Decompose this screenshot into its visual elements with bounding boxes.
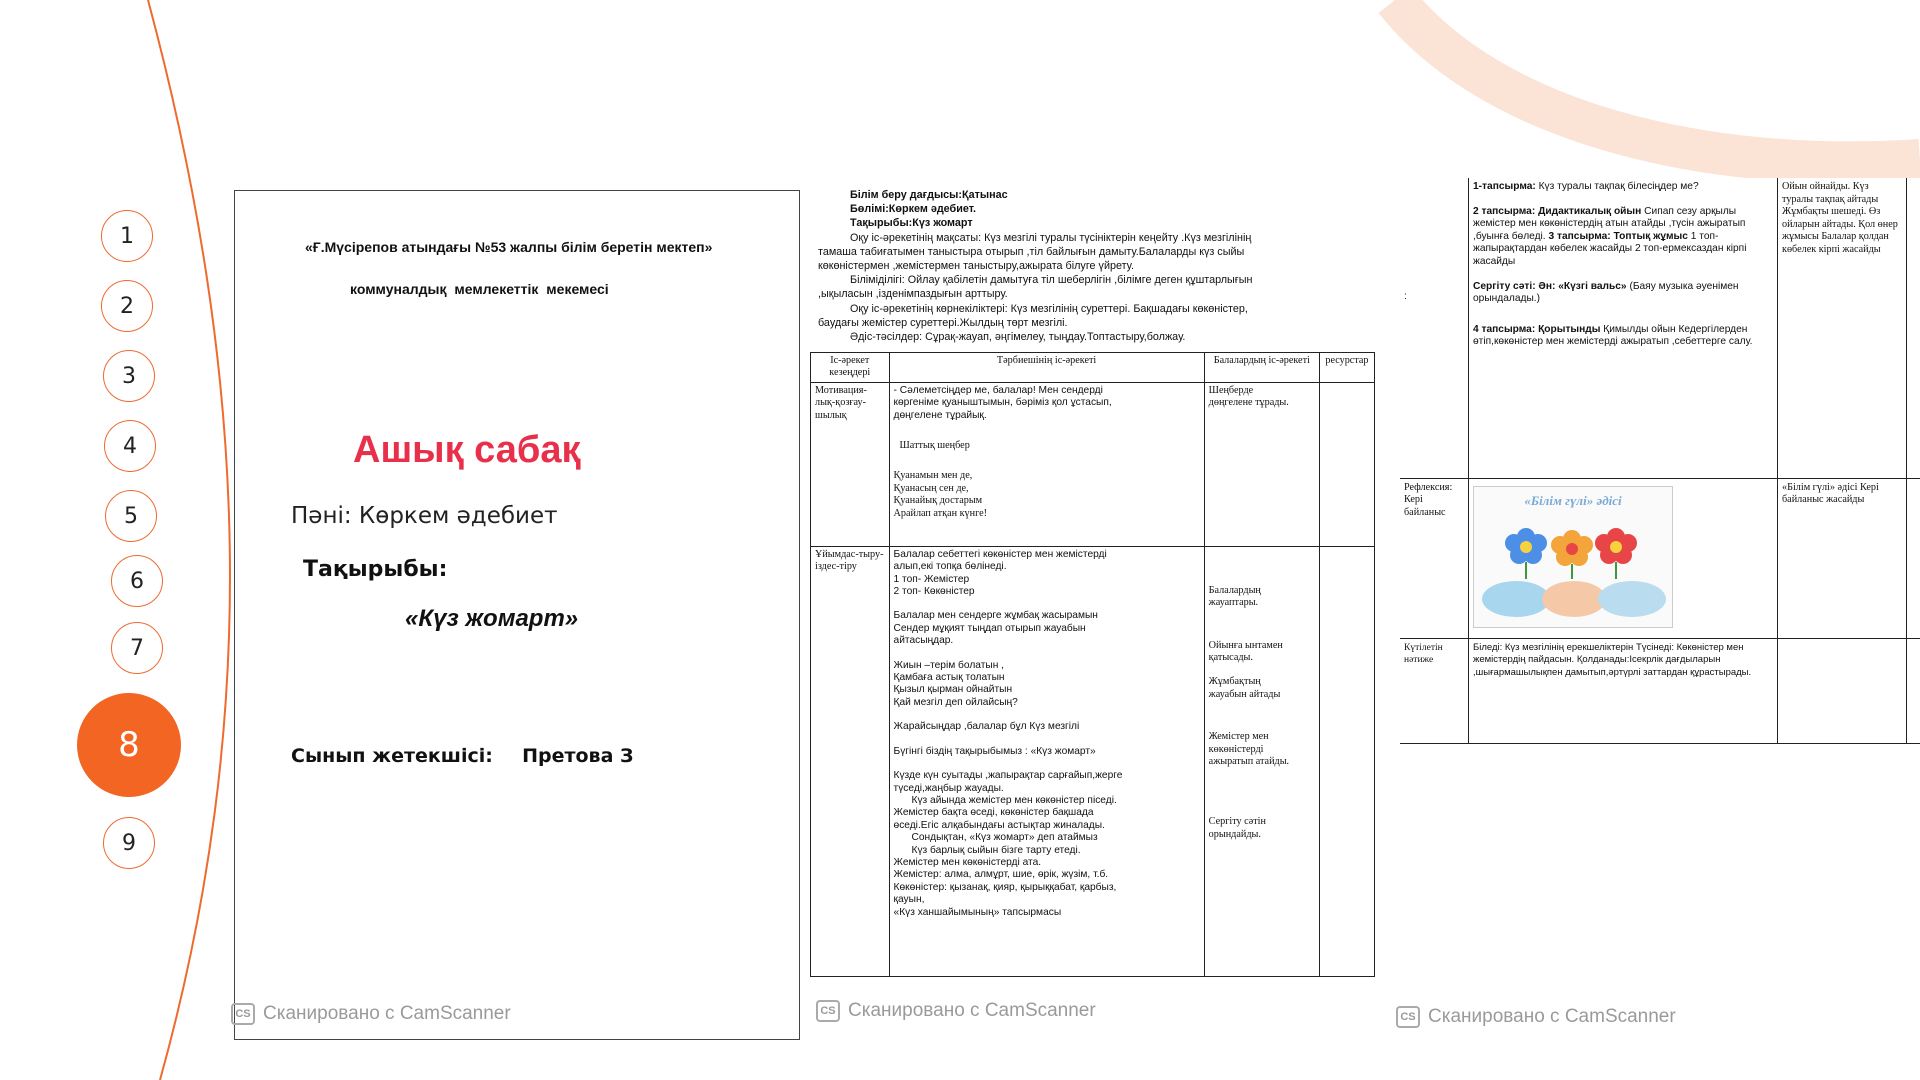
children-activity-cell: [1778, 478, 1907, 638]
lesson-plan-header: [818, 188, 1378, 344]
text-line: Кедергілерден өтіп,көкөністер мен жемістерді: [1473, 323, 1748, 348]
header-line: Білім беру дағдысы:Қатынас: [850, 189, 1008, 201]
text-line: Біледі: Күз мезгілінің ерекшеліктерін: [1473, 641, 1634, 653]
text-line: «Күз ханшайымының» тапсырмасы: [893, 906, 1062, 918]
text-line: «Білім гүлі» әдісі: [1782, 481, 1858, 493]
header-line: тамаша табиғатымен таныстыра отырып ,тіл байлығын дамыту.Балаларды күз сыйы: [818, 245, 1245, 258]
slide-nav-item-5[interactable]: 5: [105, 490, 157, 542]
text-line: Балалардың: [1208, 584, 1261, 596]
text-line: орындайды.: [1208, 828, 1261, 840]
text-line: 1 топ- Жемістер: [893, 573, 970, 585]
task-title: Сергіту сәті: Ән: «Күзгі вальс»: [1473, 280, 1627, 292]
text-line: Күз айында жемістер мен көкөністер піседі.: [911, 794, 1117, 806]
task-title: 1-тапсырма:: [1473, 181, 1536, 192]
flowers-illustration: [1474, 487, 1672, 627]
reflection-cell: [1469, 478, 1778, 638]
camscanner-watermark: [231, 1003, 511, 1025]
text-line: Сондықтан, «Күз жомарт» деп атаймыз: [911, 832, 1098, 844]
table-row: [1400, 638, 1920, 743]
circle-game-title: Шаттық шеңбер: [899, 440, 970, 452]
table-header-row: [811, 353, 1375, 383]
text-line: дөңгелене тұрайық.: [893, 409, 987, 421]
text-line: өседі.Егіс алқабындағы астықтар жиналады.: [893, 819, 1105, 831]
flower-icon: [1505, 528, 1547, 579]
camscanner-logo: CS: [816, 1000, 840, 1022]
header-line: ,ықыласын ,ізденімпаздығын арттыру.: [818, 288, 1008, 301]
table-row: [811, 382, 1375, 546]
slide-navigation: [0, 0, 260, 1080]
task-subtitle: Топтық жұмыс: [1613, 230, 1688, 242]
text-line: Жемістер бақта өседі, көкөністер бақшада: [893, 807, 1094, 819]
watermark-text: Сканировано с CamScanner: [848, 1000, 1096, 1021]
table-row: [1400, 478, 1920, 638]
teacher-activity-cell: [889, 382, 1204, 546]
stage-cell: :: [1400, 178, 1469, 478]
text-line: қауын,: [893, 894, 925, 906]
slide-nav-item-4[interactable]: 4: [104, 420, 156, 472]
children-activity-cell: [1204, 382, 1319, 546]
subject-line: Пәні: Көркем әдебиет: [291, 503, 558, 529]
tasks-cell: [1469, 178, 1778, 478]
children-activity-cell: [1778, 638, 1907, 743]
slide-nav-item-6[interactable]: 6: [111, 555, 163, 607]
poem-line: Қуанасың сен де,: [893, 482, 969, 494]
text-line: Кері байланыс: [1404, 494, 1446, 518]
text-line: Сергіту сәтін: [1208, 816, 1266, 828]
text-line: түседі,жаңбыр жауады.: [893, 782, 1004, 794]
topic-name: «Күз жомарт»: [405, 605, 579, 632]
header-line: Оқу іс-әрекетінің мақсаты: Күз мезгілі туралы түсініктерін кеңейту .Күз мезгілінің: [850, 231, 1252, 244]
stage-cell: Ұйымдас-тыру-іздес-тіру: [811, 546, 890, 976]
teacher-line: [291, 745, 634, 767]
text-line: айтасыңдар.: [893, 635, 954, 647]
header-line: Оқу іс-әрекетінің көрнекіліктері: Күз мезгілінің суреттері. Бақшадағы көкөністер,: [850, 302, 1248, 315]
text-line: Қолданады:Ісекрлік дағдыларын ,шығармашылықпен дамытып,әртүрлі заттардан құрастырады.: [1473, 654, 1752, 678]
text-line: Жемістер мен: [1208, 731, 1269, 743]
watermark-text: Сканировано с CamScanner: [1428, 1006, 1676, 1027]
text-line: Бүгінгі біздің тақырыбымыз : «Күз жомарт»: [893, 745, 1096, 757]
text-line: Сипап сезу арқылы жемістер мен көкөністердің: [1473, 205, 1737, 230]
slide-nav-item-1[interactable]: 1: [101, 210, 153, 262]
text-line: Кері байланыс жасайды: [1782, 481, 1879, 506]
resources-cell: [1319, 546, 1374, 976]
slide-nav-item-8-active[interactable]: 8: [77, 693, 181, 797]
top-right-peach-arc: [1395, 0, 1920, 162]
text-line: 2 топ- Көкөністер: [893, 586, 975, 598]
slide-nav-item-9[interactable]: 9: [103, 817, 155, 869]
text-line: Қимылды ойын: [1603, 323, 1676, 335]
organization-type: коммуналдық мемлекеттік мекемесі: [350, 281, 609, 297]
riddle-line: Қай мезгіл деп ойлайсың?: [893, 696, 1018, 708]
topic-label: Тақырыбы:: [303, 557, 448, 582]
header-line: Біліміділігі: Ойлау қабілетін дамытуға тіл шеберлігін ,білімге деген құштарлығын: [850, 274, 1253, 287]
stage-cell: Мотивация-лық-қозғау-шылық: [811, 382, 890, 546]
text-line: Өз ойларын айтады.: [1782, 206, 1881, 230]
tasks-table: [1400, 178, 1920, 744]
text-line: Күз туралы тақпақ айтады: [1782, 181, 1879, 205]
table-row: [811, 546, 1375, 976]
watermark-text: Сканировано с CamScanner: [263, 1003, 511, 1024]
slide-nav-item-3[interactable]: 3: [103, 350, 155, 402]
flower-icon: [1595, 528, 1637, 579]
task-title: 2 тапсырма:: [1473, 205, 1536, 217]
children-activity-cell: [1204, 546, 1319, 976]
text-line: жауаптары.: [1208, 597, 1259, 609]
text-line: Жұмбақты шешеді.: [1782, 206, 1867, 218]
column-header: Тәрбиешінің іс-әрекеті: [889, 353, 1204, 383]
text-line: Күзде күн суытады ,жапырақтар сарғайып,жерге: [893, 770, 1123, 782]
text-line: Жемістер мен көкөністерді ата.: [893, 856, 1042, 868]
text-line: атын атайды ,түсін ажыратып ,буынға бөледі.: [1473, 218, 1746, 242]
text-line: 2 топ-ермексаздан кірпі жасайды: [1473, 243, 1747, 267]
header-line: көкөністермен ,жемістермен таныстыру,ажырата білуге үйрету.: [818, 260, 1135, 273]
header-line: баудағы жемістер суреттері.Жылдың төрт мезгілі.: [818, 316, 1068, 329]
text-line: көкөністерді: [1208, 743, 1264, 755]
column-header: ресурстар: [1319, 353, 1374, 383]
flower-card-title: «Білім гүлі» әдісі: [1524, 492, 1622, 508]
school-name: «Ғ.Мүсірепов атындағы №53 жалпы білім беретін мектеп»: [305, 239, 713, 255]
task-subtitle: Дидактикалық ойын: [1538, 205, 1642, 217]
knowledge-flower-image: [1473, 486, 1673, 628]
lesson-plan-table: [810, 352, 1375, 977]
task-title: 4 тапсырма:: [1473, 323, 1536, 335]
text-line: Жемістер: алма, алмұрт, шие, өрік, жүзім, т.б.: [893, 869, 1109, 881]
header-line: Әдіс-тәсілдер: Сұрақ-жауап, әңгімелеу, тыңдау.Топтастыру,болжау.: [850, 331, 1186, 344]
task-subtitle: Қорытынды: [1538, 323, 1601, 335]
text-line: Сендер мұқият тыңдап отырып жауабын: [893, 622, 1086, 634]
scanned-title-page: [234, 190, 800, 1040]
text-line: - Сәлеметсіңдер ме, балалар! Мен сендерді: [893, 384, 1103, 396]
camscanner-logo: CS: [231, 1003, 255, 1025]
text-line: Қол өнер жұмысы Балалар қолдан көбелек кірпі жасайды: [1782, 218, 1898, 255]
text-line: Рефлексия:: [1404, 481, 1453, 493]
text-line: Балалар себеттегі көкөністер мен жемістерді: [893, 548, 1107, 560]
slide-nav-item-2[interactable]: 2: [101, 280, 153, 332]
resources-cell: [1907, 478, 1920, 638]
scanned-tasks-page: [1400, 178, 1920, 1027]
text-line: Түсінеді: Көкөністер мен жемістердің пайдасын.: [1473, 641, 1744, 666]
text-line: Ойынға ынтамен: [1208, 639, 1283, 651]
slide-nav-item-7[interactable]: 7: [111, 622, 163, 674]
text-line: (Баяу музыка әуенімен орындалады.): [1473, 280, 1739, 305]
text-line: көргеніме қуаныштымын, бәріміз қол ұстасып,: [893, 397, 1112, 409]
text-line: Шеңберде: [1208, 384, 1254, 396]
text-line: алып,екі топқа бөлінеді.: [893, 561, 1007, 573]
text-line: Жұмбақтың: [1208, 676, 1261, 688]
table-row: [1400, 178, 1920, 478]
riddle-line: Қызыл қырман ойнайтын: [893, 684, 1013, 696]
poem-line: Қуанайық достарым: [893, 495, 983, 507]
teacher-name: Претова З: [522, 745, 634, 767]
text-line: Көкөністер: қызанақ, қияр, қырыққабат, қарбыз,: [893, 881, 1117, 893]
resources-cell: [1907, 638, 1920, 743]
text-line: ажыратып атайды.: [1208, 756, 1290, 768]
lesson-title: Ашық сабақ: [353, 429, 581, 471]
teacher-label: Сынып жетекшісі:: [291, 745, 493, 767]
resources-cell: [1907, 178, 1920, 478]
text-line: Күз барлық сыйын бізге тарту етеді.: [911, 844, 1081, 856]
camscanner-watermark: [1396, 1006, 1676, 1028]
flower-icon: [1551, 530, 1593, 579]
camscanner-logo: CS: [1396, 1006, 1420, 1028]
teacher-activity-cell: [889, 546, 1204, 976]
camscanner-watermark: [816, 1000, 1096, 1022]
poem-line: Арайлап атқан күнге!: [893, 507, 988, 519]
poem-line: Қуанамын мен де,: [893, 470, 973, 482]
task-title: 3 тапсырма:: [1548, 230, 1611, 242]
text-line: ажыратып ,себеттерге салу.: [1620, 336, 1753, 348]
riddle-line: Қамбаға астық толатын: [893, 672, 1005, 684]
children-activity-cell: [1778, 178, 1907, 478]
text-line: дөңгелене тұрады.: [1208, 397, 1289, 409]
text-line: 1 топ- жапырақтардан көбелек жасайды: [1473, 230, 1719, 255]
text-line: Ойын ойнайды.: [1782, 181, 1851, 192]
riddle-line: Жиын –терім болатын ,: [893, 659, 1004, 671]
text-line: Күз туралы тақпақ білесіңдер ме?: [1538, 181, 1699, 192]
scanned-lesson-plan-page: [806, 178, 1384, 1040]
stage-cell: Күтілетін нәтиже: [1400, 638, 1469, 743]
header-line: Бөлімі:Көркем әдебиет.: [850, 203, 977, 216]
text-line: Жарайсыңдар ,балалар бұл Күз мезгілі: [893, 721, 1080, 733]
text-line: Балалар мен сендерге жұмбақ жасырамын: [893, 610, 1098, 622]
header-line: Тақырыбы:Күз жомарт: [850, 217, 973, 230]
resources-cell: [1319, 382, 1374, 546]
column-header: Балалардың іс-әрекеті: [1204, 353, 1319, 383]
expected-result-cell: [1469, 638, 1778, 743]
column-header: Іс-әрекет кезеңдері: [811, 353, 890, 383]
stage-cell: [1400, 478, 1469, 638]
text-line: қатысады.: [1208, 652, 1253, 664]
text-line: жауабын айтады: [1208, 688, 1281, 700]
